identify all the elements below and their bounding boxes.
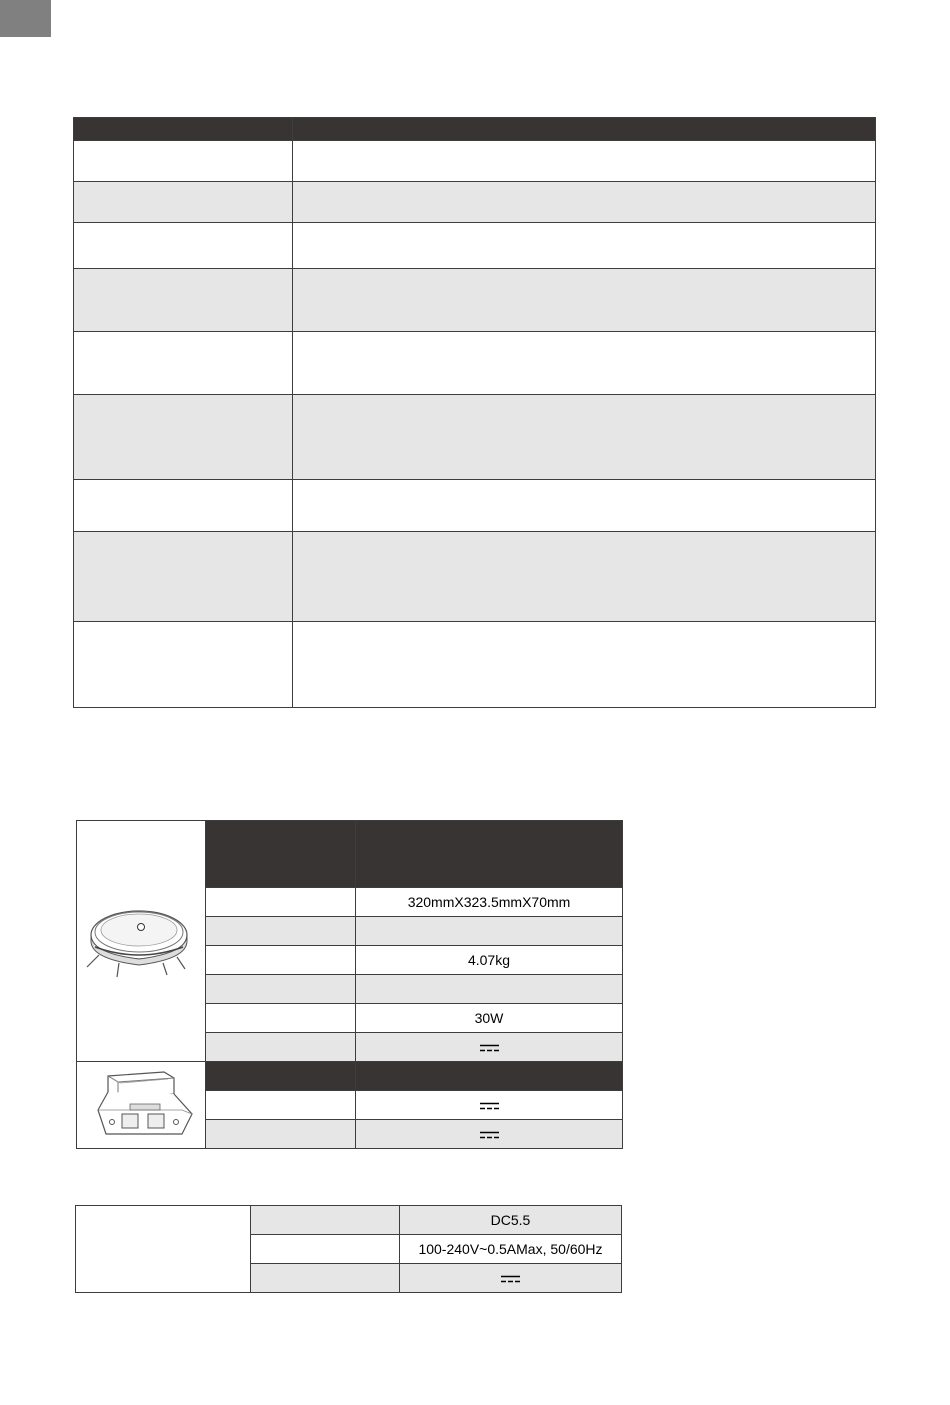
spec-label bbox=[206, 1033, 356, 1062]
adapter-spec-value: DC5.5 bbox=[400, 1206, 622, 1235]
table-row bbox=[74, 332, 876, 395]
solution-cell bbox=[293, 269, 876, 332]
table-row bbox=[74, 480, 876, 532]
header-problem bbox=[74, 118, 293, 141]
dock-header-row bbox=[77, 1062, 623, 1091]
table-row bbox=[76, 1206, 622, 1235]
solution-cell bbox=[293, 223, 876, 269]
problem-cell bbox=[74, 395, 293, 480]
spec-value-symbol bbox=[356, 1091, 623, 1120]
spec-value bbox=[356, 917, 623, 946]
troubleshooting-table bbox=[73, 117, 876, 708]
solution-cell bbox=[293, 182, 876, 223]
adapter-spec-value-symbol bbox=[400, 1264, 622, 1293]
dock-header-value bbox=[356, 1062, 623, 1091]
robot-image-cell bbox=[77, 821, 206, 1062]
spec-value: 30W bbox=[356, 1004, 623, 1033]
dc-symbol-icon bbox=[480, 1044, 499, 1052]
table-header-row bbox=[74, 118, 876, 141]
specification-table bbox=[76, 820, 623, 1149]
spec-value-symbol bbox=[356, 1033, 623, 1062]
page-corner-tab bbox=[0, 0, 51, 37]
problem-cell bbox=[74, 182, 293, 223]
spec-label bbox=[206, 917, 356, 946]
spec-label bbox=[206, 946, 356, 975]
spec-value bbox=[356, 975, 623, 1004]
solution-cell bbox=[293, 395, 876, 480]
robot-header-row bbox=[77, 821, 623, 888]
table-row bbox=[74, 141, 876, 182]
solution-cell bbox=[293, 622, 876, 708]
dc-symbol-icon bbox=[501, 1275, 520, 1283]
spec-value-symbol bbox=[356, 1120, 623, 1149]
solution-cell bbox=[293, 532, 876, 622]
solution-cell bbox=[293, 480, 876, 532]
problem-cell bbox=[74, 223, 293, 269]
charging-dock-icon bbox=[86, 1064, 196, 1144]
adapter-spec-label bbox=[251, 1206, 400, 1235]
dc-symbol-icon bbox=[480, 1102, 499, 1110]
dock-header-label bbox=[206, 1062, 356, 1091]
problem-cell bbox=[74, 141, 293, 182]
solution-cell bbox=[293, 141, 876, 182]
robot-vacuum-icon bbox=[81, 895, 201, 985]
problem-cell bbox=[74, 480, 293, 532]
problem-cell bbox=[74, 332, 293, 395]
robot-header-label bbox=[206, 821, 356, 888]
adapter-table bbox=[75, 1205, 622, 1293]
problem-cell bbox=[74, 622, 293, 708]
table-row bbox=[74, 269, 876, 332]
solution-cell bbox=[293, 332, 876, 395]
spec-label bbox=[206, 1091, 356, 1120]
adapter-spec-label bbox=[251, 1264, 400, 1293]
dc-symbol-icon bbox=[480, 1131, 499, 1139]
spec-label bbox=[206, 1004, 356, 1033]
dock-image-cell bbox=[77, 1062, 206, 1149]
spec-value: 4.07kg bbox=[356, 946, 623, 975]
table-row bbox=[74, 182, 876, 223]
spec-label bbox=[206, 888, 356, 917]
adapter-spec-label bbox=[251, 1235, 400, 1264]
table-row bbox=[74, 395, 876, 480]
spec-label bbox=[206, 975, 356, 1004]
problem-cell bbox=[74, 532, 293, 622]
problem-cell bbox=[74, 269, 293, 332]
adapter-label-cell bbox=[76, 1206, 251, 1293]
adapter-spec-value: 100-240V~0.5AMax, 50/60Hz bbox=[400, 1235, 622, 1264]
table-row bbox=[74, 622, 876, 708]
robot-header-value bbox=[356, 821, 623, 888]
spec-label bbox=[206, 1120, 356, 1149]
table-row bbox=[74, 223, 876, 269]
spec-value: 320mmX323.5mmX70mm bbox=[356, 888, 623, 917]
header-solution bbox=[293, 118, 876, 141]
table-row bbox=[74, 532, 876, 622]
